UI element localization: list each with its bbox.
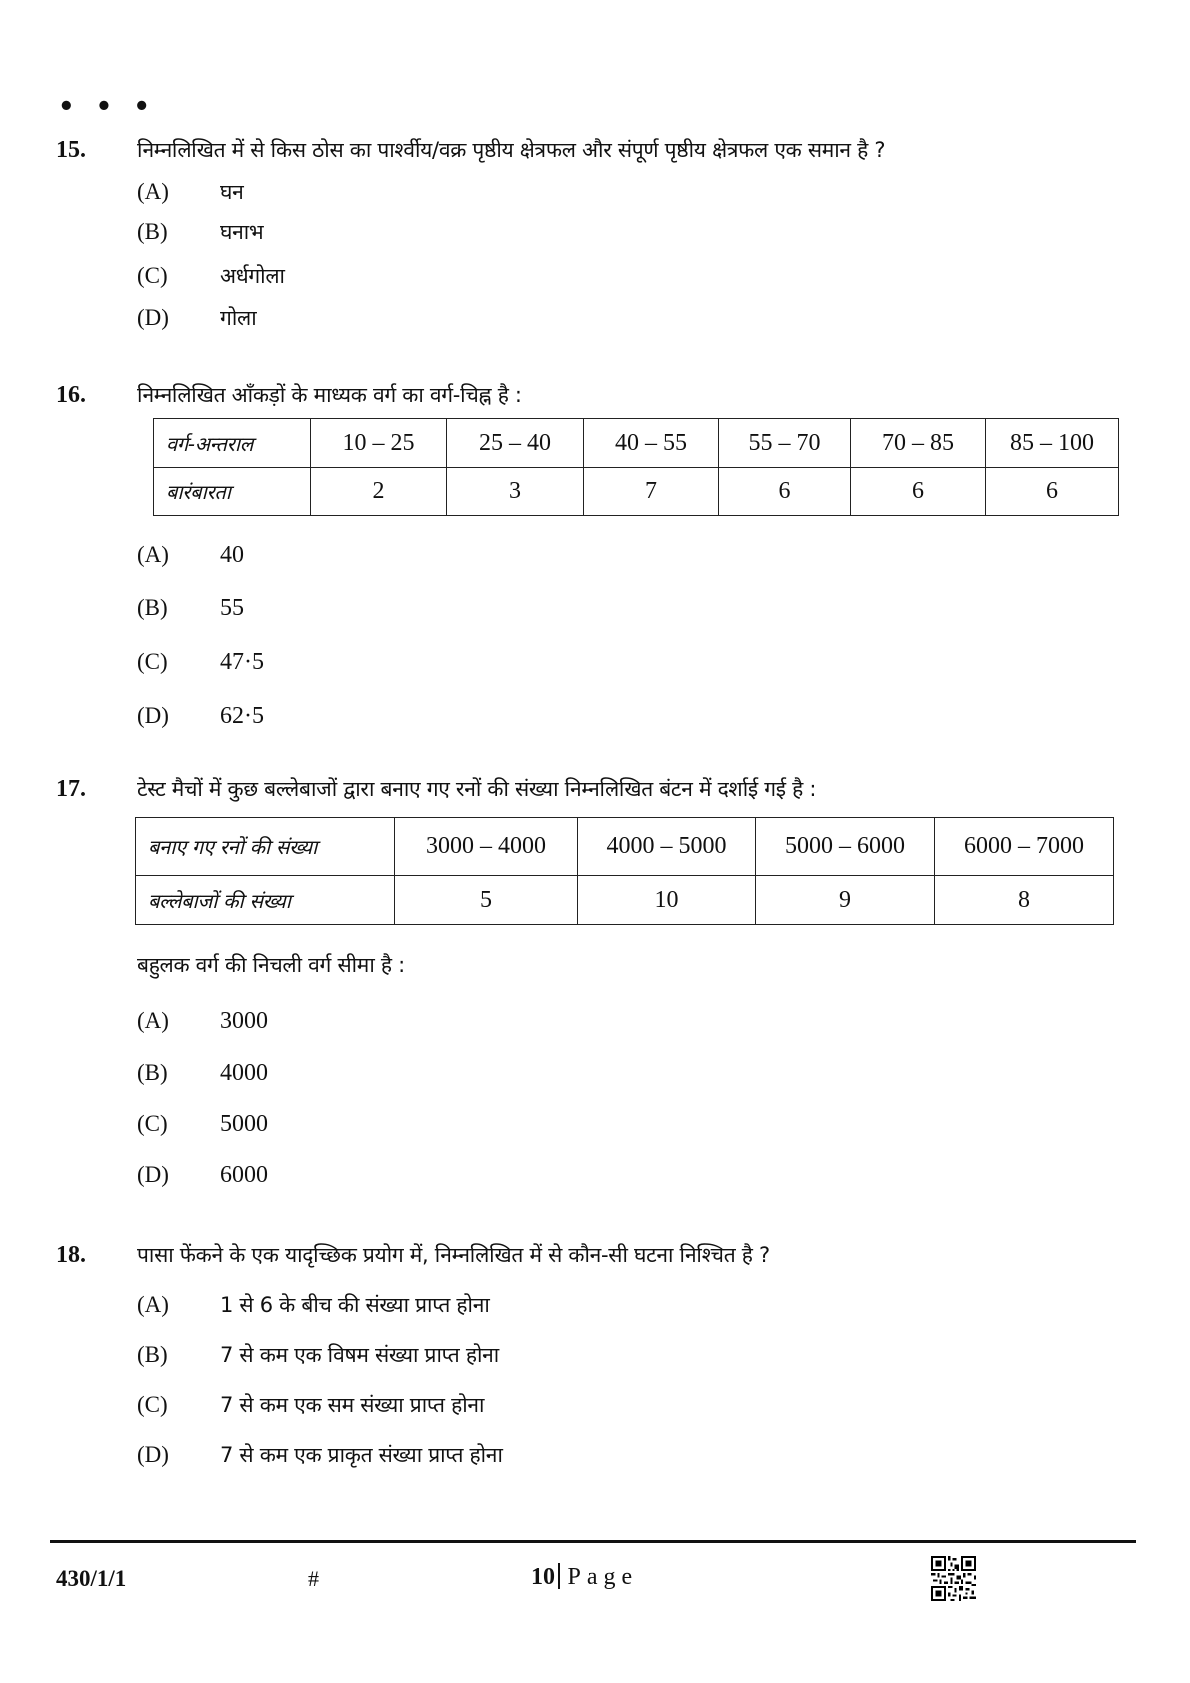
table-cell: 85 – 100 <box>986 419 1119 468</box>
table-cell: 6 <box>719 468 851 516</box>
option-text: 7 से कम एक विषम संख्या प्राप्त होना <box>220 1343 499 1367</box>
table-cell: 55 – 70 <box>719 419 851 468</box>
table-header-row <box>154 419 1119 468</box>
question-text: निम्नलिखित में से किस ठोस का पार्श्वीय/वक्र पृष्ठीय क्षेत्रफल और संपूर्ण पृष्ठीय क्षेत्रफल एक समान है ? <box>137 138 886 162</box>
table-cell: 6 <box>851 468 986 516</box>
table-header-row <box>136 818 1114 876</box>
question-number: 15. <box>56 137 86 163</box>
question-number: 17. <box>56 776 86 802</box>
option-text: 47·5 <box>220 649 264 675</box>
option-label: (B) <box>137 1342 168 1367</box>
option-label: (B) <box>137 219 168 244</box>
option-text: 1 से 6 के बीच की संख्या प्राप्त होना <box>220 1293 490 1317</box>
table-cell: 4000 – 5000 <box>578 818 756 876</box>
table-cell: 9 <box>756 876 935 925</box>
question-number: 16. <box>56 382 86 408</box>
table-row <box>154 468 1119 516</box>
option-label: (D) <box>137 305 169 330</box>
table-cell: 10 <box>578 876 756 925</box>
paper-code: 430/1/1 <box>56 1566 127 1591</box>
table-row-label: बनाए गए रनों की संख्या <box>136 818 395 876</box>
option-label: (C) <box>137 1392 168 1417</box>
question-text: पासा फेंकने के एक यादृच्छिक प्रयोग में, निम्नलिखित में से कौन-सी घटना निश्चित है ? <box>137 1243 770 1267</box>
continuation-marker: • • • <box>58 92 156 122</box>
option-label: (D) <box>137 1162 169 1187</box>
option-label: (A) <box>137 542 169 567</box>
footer-hash: # <box>308 1566 319 1591</box>
table-row <box>136 876 1114 925</box>
question-sub-prompt: बहुलक वर्ग की निचली वर्ग सीमा है : <box>137 953 405 977</box>
option-label: (A) <box>137 1292 169 1317</box>
table-cell: 6 <box>986 468 1119 516</box>
table-cell: 25 – 40 <box>447 419 584 468</box>
table-cell: 10 – 25 <box>311 419 447 468</box>
option-text: गोला <box>220 306 257 330</box>
question-text: निम्नलिखित आँकड़ों के माध्यक वर्ग का वर्ग-चिह्न है : <box>137 383 522 407</box>
table-cell: 6000 – 7000 <box>935 818 1114 876</box>
table-cell: 5 <box>395 876 578 925</box>
option-label: (A) <box>137 1008 169 1033</box>
footer-divider <box>50 1540 1136 1543</box>
question-number: 18. <box>56 1242 86 1268</box>
option-text: 6000 <box>220 1162 268 1188</box>
table-cell: 5000 – 6000 <box>756 818 935 876</box>
option-label: (B) <box>137 1060 168 1085</box>
page-indicator <box>531 1563 638 1591</box>
option-label: (D) <box>137 1442 169 1467</box>
option-label: (C) <box>137 649 168 674</box>
option-text: घन <box>220 180 244 204</box>
option-text: 62·5 <box>220 703 264 729</box>
table-cell: 70 – 85 <box>851 419 986 468</box>
table-cell: 8 <box>935 876 1114 925</box>
option-text: 55 <box>220 595 244 621</box>
option-label: (C) <box>137 263 168 288</box>
table-cell: 7 <box>584 468 719 516</box>
table-row-label: वर्ग-अन्तराल <box>154 419 311 468</box>
option-label: (D) <box>137 703 169 728</box>
class-interval-table <box>153 418 1119 516</box>
table-cell: 3000 – 4000 <box>395 818 578 876</box>
option-text: 7 से कम एक सम संख्या प्राप्त होना <box>220 1393 485 1417</box>
table-cell: 3 <box>447 468 584 516</box>
table-cell: 40 – 55 <box>584 419 719 468</box>
page-label: Page <box>567 1564 639 1590</box>
page-number: 10 <box>531 1564 555 1590</box>
option-label: (B) <box>137 595 168 620</box>
table-cell: 2 <box>311 468 447 516</box>
option-text: 3000 <box>220 1008 268 1034</box>
option-label: (C) <box>137 1111 168 1136</box>
question-text: टेस्ट मैचों में कुछ बल्लेबाजों द्वारा बनाए गए रनों की संख्या निम्नलिखित बंटन में दर्शाई गई है : <box>137 777 817 801</box>
qr-code-icon <box>931 1556 976 1601</box>
option-text: घनाभ <box>220 220 264 244</box>
table-row-label: बारंबारता <box>154 468 311 516</box>
page-separator <box>558 1563 560 1589</box>
option-text: 7 से कम एक प्राकृत संख्या प्राप्त होना <box>220 1443 503 1467</box>
runs-distribution-table <box>135 817 1114 925</box>
table-row-label: बल्लेबाजों की संख्या <box>136 876 395 925</box>
option-text: 40 <box>220 542 244 568</box>
option-text: 4000 <box>220 1060 268 1086</box>
option-text: 5000 <box>220 1111 268 1137</box>
option-label: (A) <box>137 179 169 204</box>
option-text: अर्धगोला <box>220 264 285 288</box>
